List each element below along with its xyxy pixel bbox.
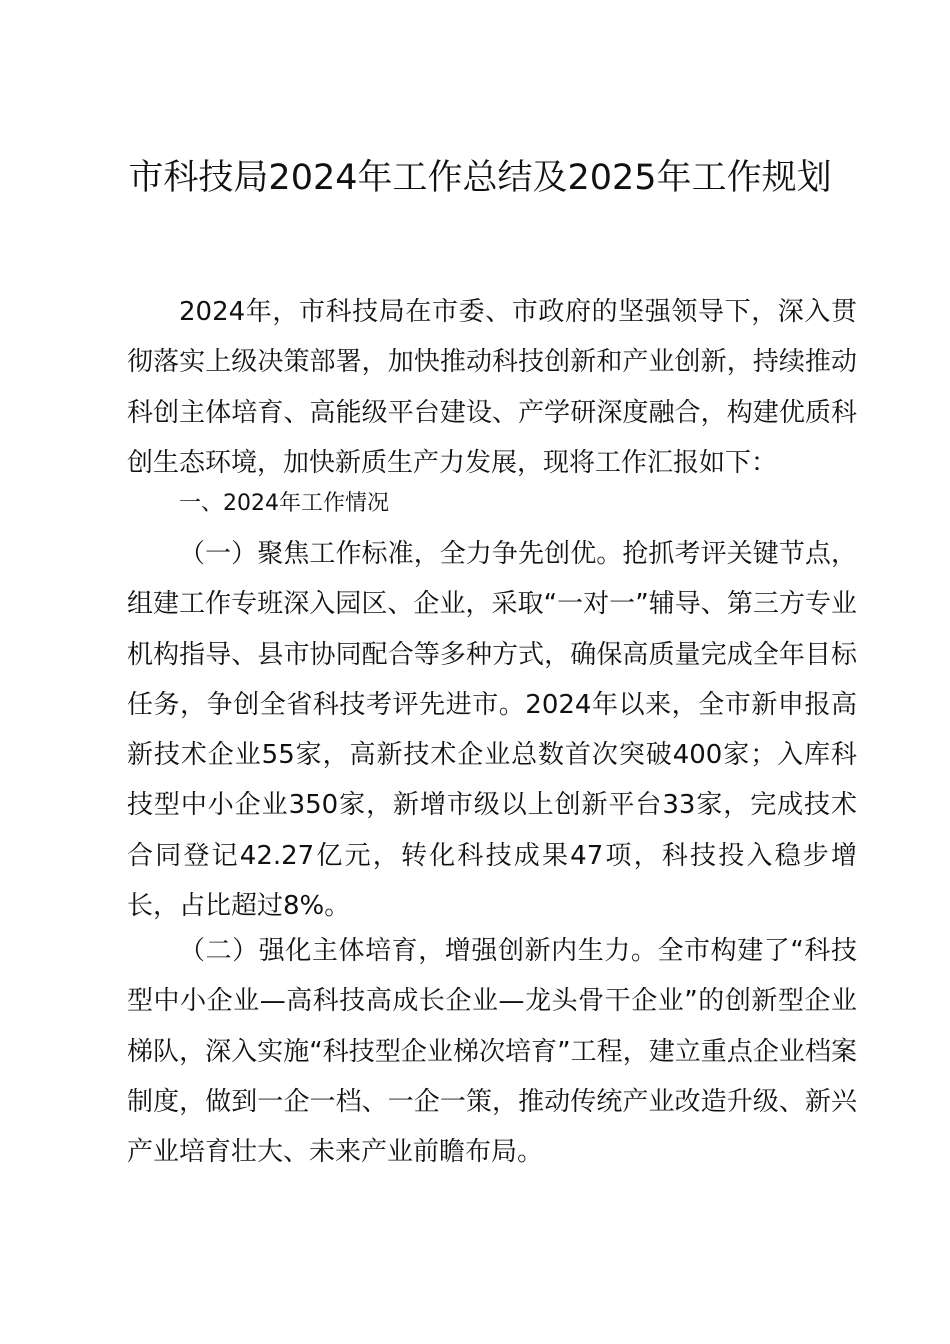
paragraph-2: （二）强化主体培育，增强创新内生力。全市构建了“科技型中小企业—高科技高成长企业—龙头骨干企业”的创新型企业梯队，深入实施“科技型企业梯次培育”工程，建立重点企业档案制度，做到一企一档、一企一策，推动传统产业改造升级、新兴产业培育壮大、未来产业前瞻布局。 bbox=[127, 936, 857, 1168]
paragraph-1: （一）聚焦工作标准，全力争先创优。抢抓考评关键节点，组建工作专班深入园区、企业，采取“一对一”辅导、第三方专业机构指导、县市协同配合等多种方式，确保高质量完成全年目标任务，争创全省科技考评先进市。2024年以来，全市新申报高新技术企业55家，高新技术企业总数首次突破400家；入库科技型中小企业350家，新增市级以上创新平台33家，完成技术合同登记42.27亿元，转化科技成果47项，科技投入稳步增长，占比超过8%。 bbox=[127, 539, 857, 922]
section-heading: 一、2024年工作情况 bbox=[179, 491, 389, 516]
document-title: 市科技局2024年工作总结及2025年工作规划 bbox=[128, 158, 832, 198]
intro-paragraph: 2024年，市科技局在市委、市政府的坚强领导下，深入贯彻落实上级决策部署，加快推动科技创新和产业创新，持续推动科创主体培育、高能级平台建设、产学研深度融合，构建优质科创生态环境，加快新质生产力发展，现将工作汇报如下： bbox=[127, 297, 857, 478]
